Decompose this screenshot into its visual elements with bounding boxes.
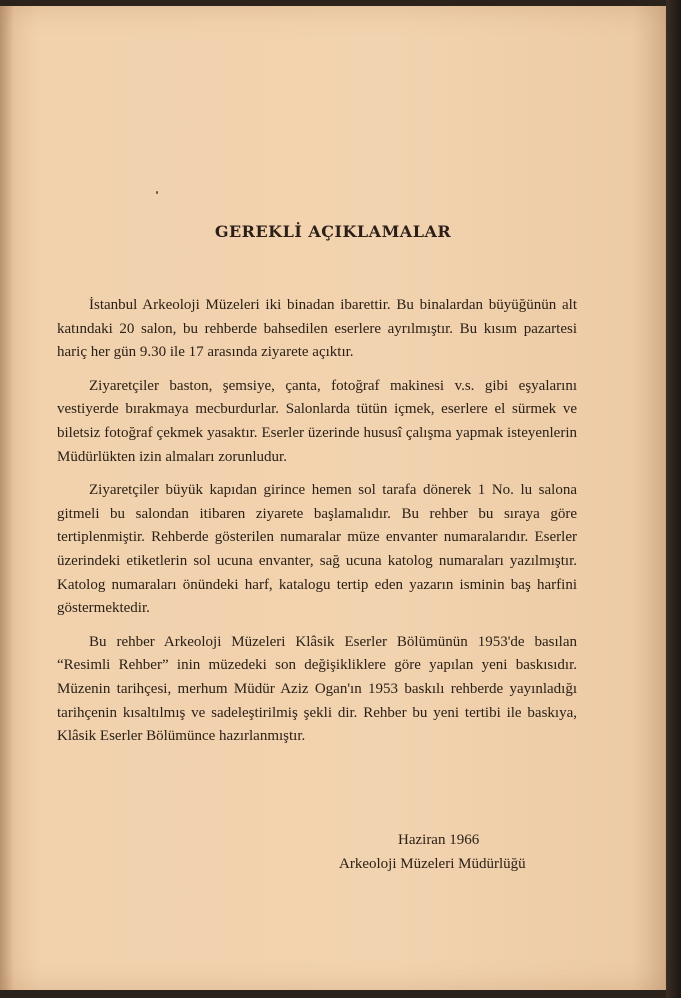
body-text <box>57 294 577 759</box>
paragraph-1: İstanbul Arkeoloji Müzeleri iki binadan ibarettir. Bu binalardan büyüğünün alt katındaki 20 salon, bu rehberde bahsedilen eserlere ayrılmıştır. Bu kısım pazartesi hariç her gün 9.30 ile 17 arasında ziyarete açıktır. <box>57 297 577 361</box>
spine-shadow <box>0 6 14 990</box>
page-title: GEREKLİ AÇIKLAMALAR <box>214 222 452 241</box>
book-page <box>0 6 666 990</box>
paragraph-4: Bu rehber Arkeoloji Müzeleri Klâsik Eserler Bölümünün 1953'de basılan “Resimli Rehber” inin müzedeki son değişikliklere göre yapılan yeni baskısıdır. Müzenin tarihçesi, merhum Müdür Aziz Ogan'ın 1953 baskılı rehberde yayınladığı tarihçenin kısaltılmış ve sadeleştirilmiş şekli dir. Rehber bu yeni tertibi ile baskıya, Klâsik Eserler Bölümünce hazırlanmıştır. <box>57 633 577 745</box>
signature-date: Haziran 1966 <box>398 832 480 848</box>
signature-organization: Arkeoloji Müzeleri Müdürlüğü <box>339 856 526 872</box>
paragraph-3: Ziyaretçiler büyük kapıdan girince hemen sol tarafa dönerek 1 No. lu salona gitmeli bu salondan itibaren ziyarete başlamalıdır. Bu rehber bu sıraya göre tertiplenmiştir. Rehberde gösterilen numaralar müze envanter numaralarıdır. Eserler üzerindeki etiketlerin sol ucuna envanter, sağ ucuna katolog numaraları yazılmıştır. Katolog numaraları önündeki harf, katalogu tertip eden yazarın isminin baş harfini göstermektedir. <box>57 482 577 617</box>
ink-speck <box>156 191 158 194</box>
book-cover-edge <box>666 0 681 998</box>
paragraph-2: Ziyaretçiler baston, şemsiye, çanta, fotoğraf makinesi v.s. gibi eşyalarını vestiyerde bırakmaya mecburdurlar. Salonlarda tütün içmek, eserlere el sürmek ve biletsiz fotoğraf çekmek yasaktır. Eserler üzerinde hususî çalışma yapmak isteyenlerin Müdürlükten izin almaları zorunludur. <box>57 377 577 465</box>
